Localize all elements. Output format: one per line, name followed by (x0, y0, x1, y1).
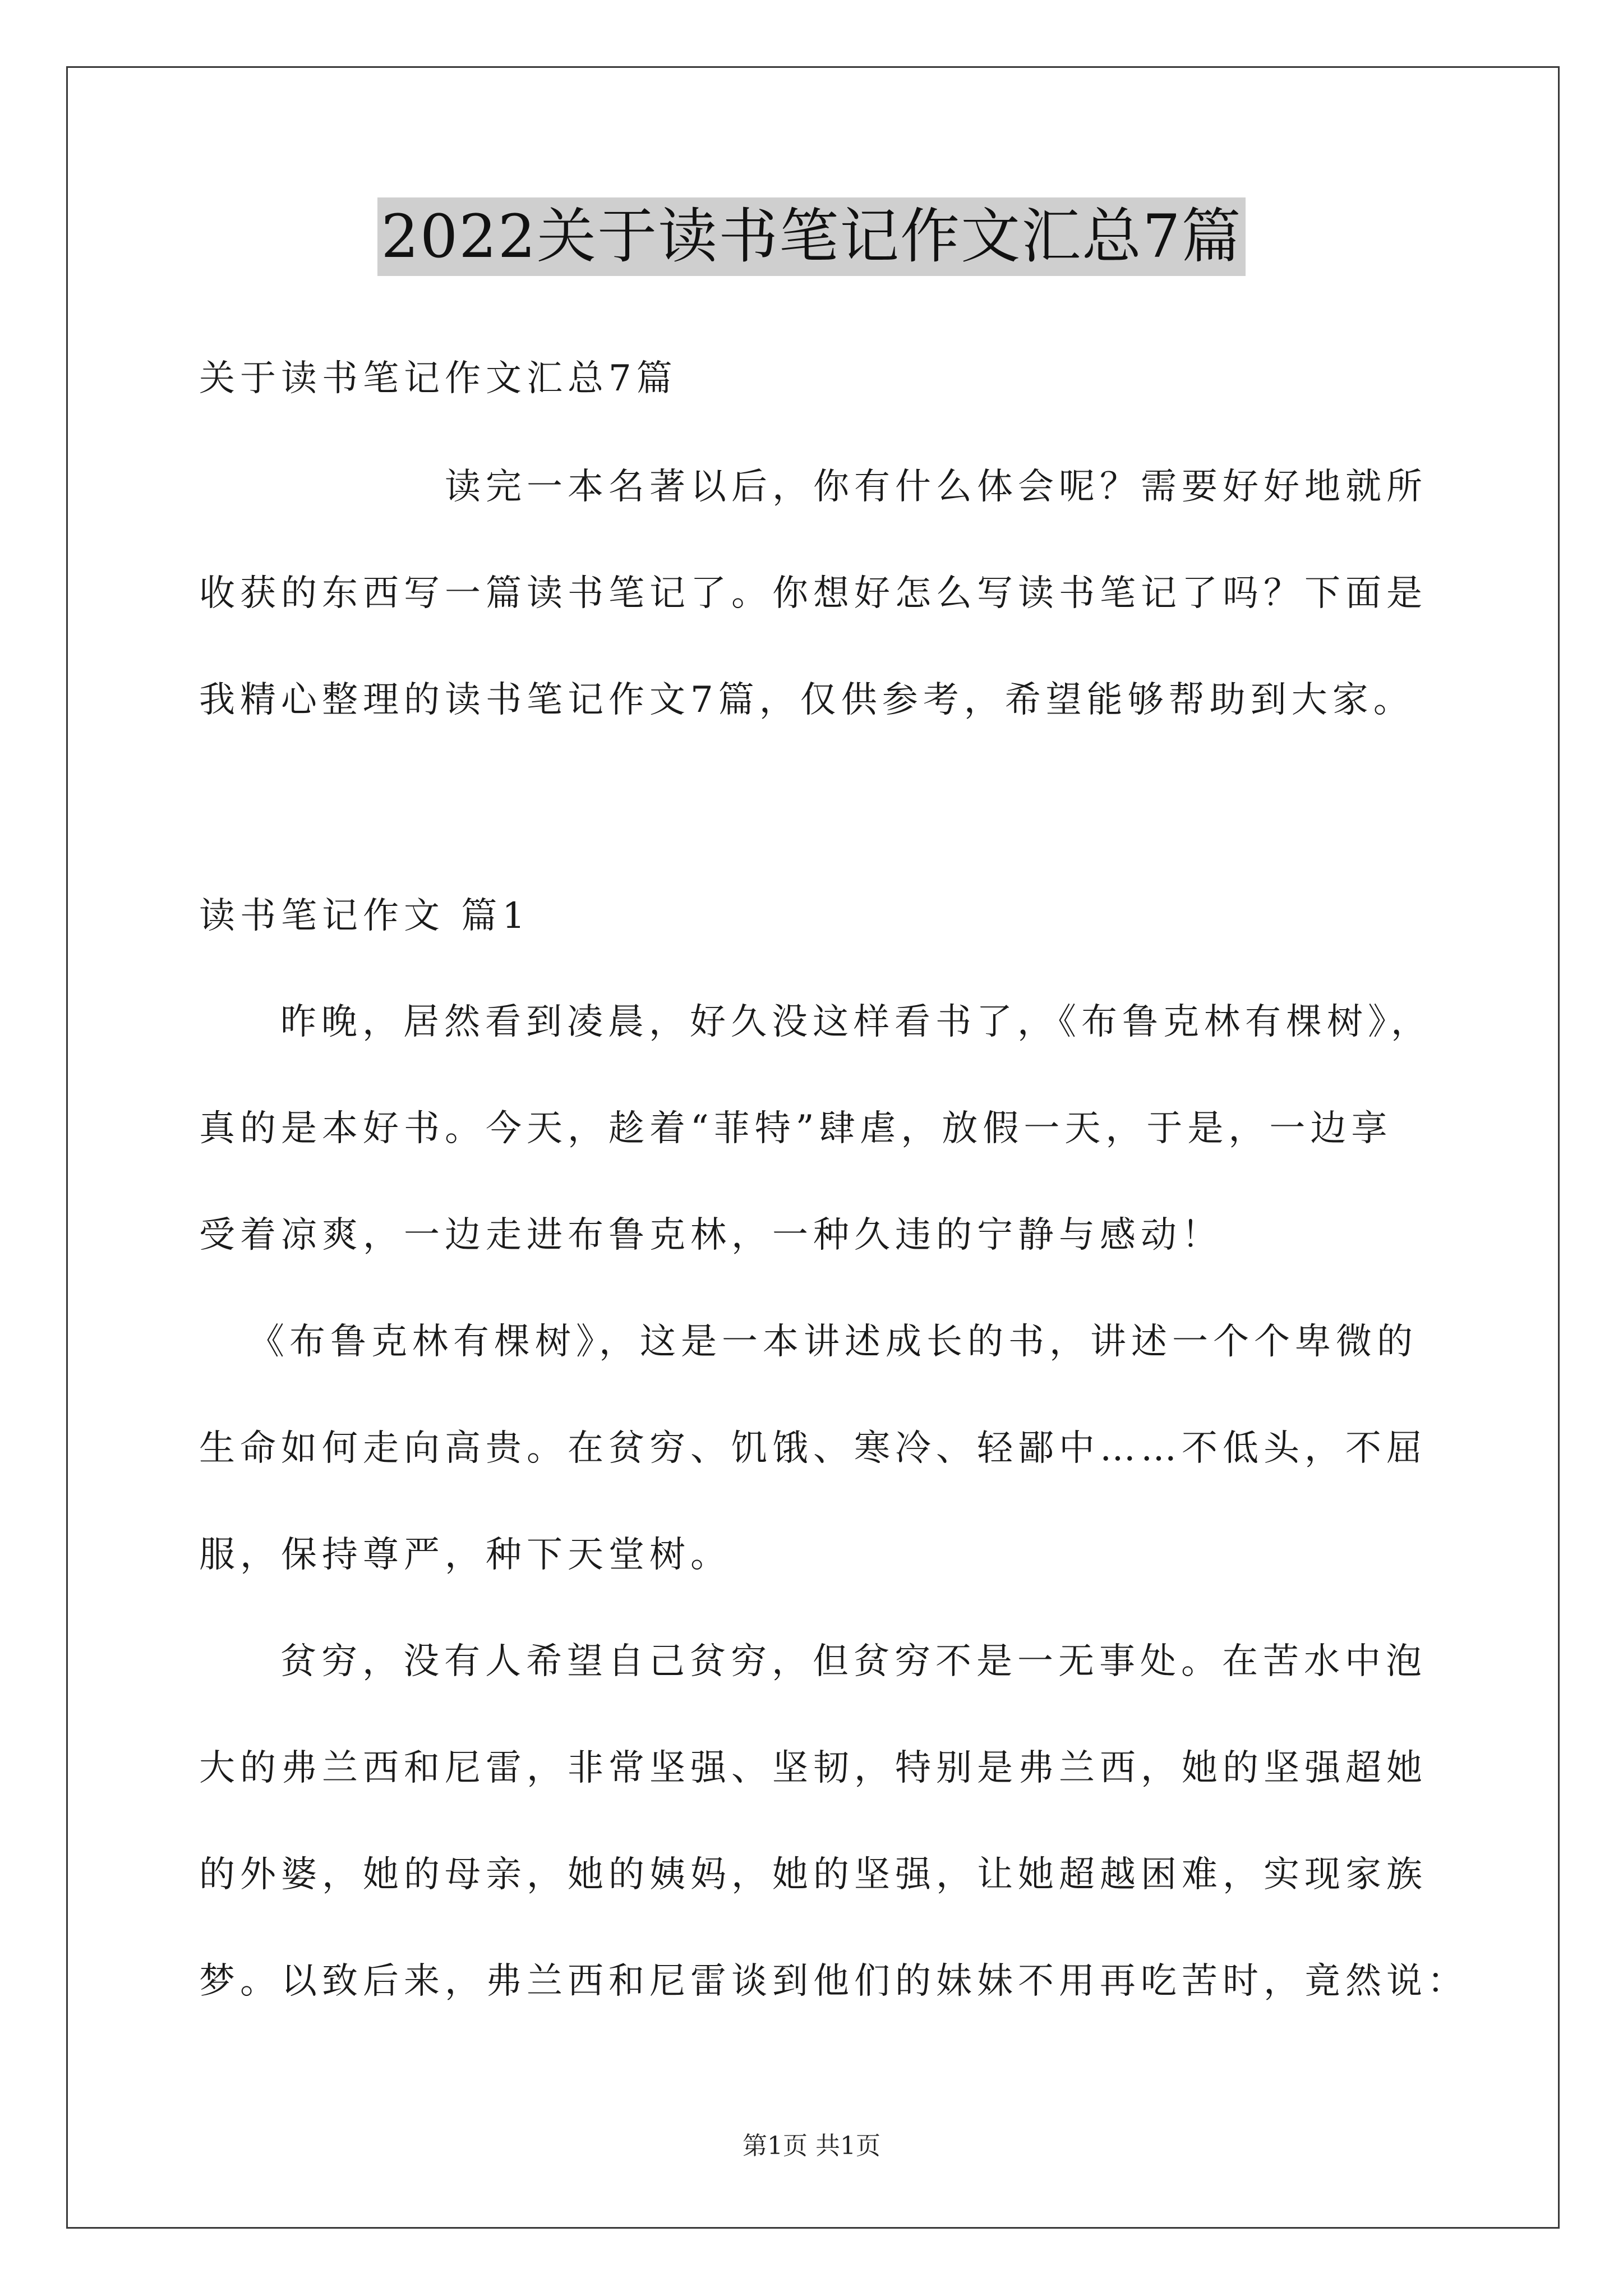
body-line-9: 的外婆，她的母亲，她的姨妈，她的坚强，让她超越困难，实现家族 (199, 1854, 1427, 1895)
page-footer: 第1页 共1页 (743, 2132, 880, 2160)
intro-line-3: 我精心整理的读书笔记作文7篇，仅供参考，希望能够帮助到大家。 (199, 679, 1414, 721)
intro-line-1: 读完一本名著以后，你有什么体会呢？需要好好地就所 (445, 466, 1427, 508)
document-subtitle: 关于读书笔记作文汇总7篇 (199, 358, 677, 399)
body-line-10: 梦。以致后来，弗兰西和尼雷谈到他们的妹妹不用再吃苦时，竟然说： (199, 1961, 1468, 2002)
body-line-2: 真的是本好书。今天，趁着“菲特”肆虐，放假一天，于是，一边享 (199, 1108, 1393, 1149)
document-title: 2022关于读书笔记作文汇总7篇 (377, 197, 1245, 276)
body-line-3: 受着凉爽，一边走进布鲁克林，一种久违的宁静与感动！ (199, 1214, 1223, 1256)
body-line-5: 生命如何走向高贵。在贫穷、饥饿、寒冷、轻鄙中……不低头，不屈 (199, 1428, 1427, 1469)
title-container (0, 197, 1623, 276)
body-line-6: 服，保持尊严，种下天堂树。 (199, 1534, 731, 1576)
intro-line-2: 收获的东西写一篇读书笔记了。你想好怎么写读书笔记了吗？下面是 (199, 573, 1427, 614)
body-line-7: 贫穷，没有人希望自己贫穷，但贫穷不是一无事处。在苦水中泡 (280, 1641, 1427, 1682)
section-heading: 读书笔记作文 篇1 (199, 895, 531, 937)
body-line-4: 《布鲁克林有棵树》，这是一本讲述成长的书，讲述一个个卑微的 (248, 1321, 1418, 1363)
body-line-8: 大的弗兰西和尼雷，非常坚强、坚韧，特别是弗兰西，她的坚强超她 (199, 1747, 1427, 1789)
body-line-1: 昨晚，居然看到凌晨，好久没这样看书了，《布鲁克林有棵树》， (280, 1001, 1432, 1043)
